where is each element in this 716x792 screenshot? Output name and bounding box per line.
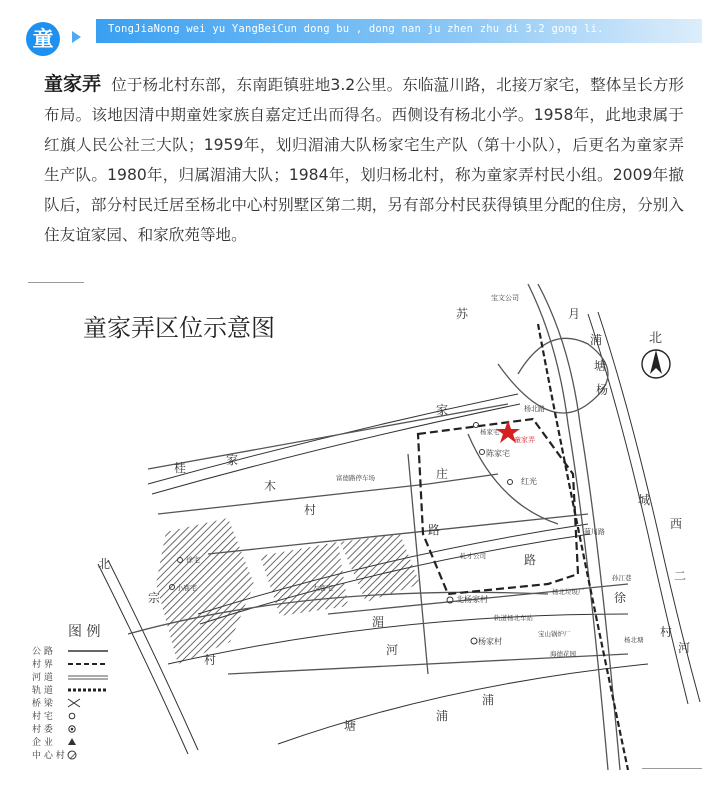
label-hongguang: 红光 xyxy=(521,477,537,486)
label-tang2: 塘 xyxy=(344,719,357,733)
legend-boundary-label: 村 界 xyxy=(32,660,53,670)
label-beiyangjiacun: 北杨家村 xyxy=(456,595,488,604)
label-fugao: 富德路停车场 xyxy=(336,474,375,482)
label-lu2: 路 xyxy=(524,553,537,567)
place-name: 童家弄 xyxy=(44,73,102,95)
legend-title: 图 例 xyxy=(68,624,101,640)
label-pu: 浦 xyxy=(590,333,603,347)
legend-river-label: 河 道 xyxy=(32,673,53,683)
legend-home-label: 村 宅 xyxy=(32,712,53,722)
intro-paragraph xyxy=(44,69,684,250)
label-chenjiazhai: 陈家宅 xyxy=(486,449,510,458)
intro-text: 位于杨北村东部，东南距镇驻地3.2公里。东临蕰川路，北接万家宅，整体呈长方形布局。该地因清中期童姓家族自嘉定迁出而得名。西侧设有杨北小学。1958年，此地隶属于红旗人民公社三大队；1959年，划归湄浦大队杨家宅生产队（第十小队），后更名为童家弄生产队。1980年，归属湄浦大队；1984年，划归杨北村，称为童家弄村民小组。2009年撤队后，部分村民迁居至杨北中心村别墅区第二期，另有部分村民获得镇里分配的住房，分别入住友谊家园、和家欣苑等地。 xyxy=(44,76,684,244)
divider-bottom xyxy=(642,768,702,769)
label-yang: 杨 xyxy=(596,383,609,397)
legend-rail-label: 轨 道 xyxy=(32,686,53,696)
label-baoshan: 宝山锅炉厂 xyxy=(538,630,571,638)
label-baowen: 宝文公司 xyxy=(491,294,519,302)
play-arrow-icon xyxy=(72,31,81,43)
label-xiaomiaozhai: 小庙宅 xyxy=(176,584,197,592)
legend-bridge-label: 桥 梁 xyxy=(32,699,53,709)
label-yangjiazhai-n: 杨家宅 xyxy=(480,428,500,436)
label-waijiang: 孙江巷 xyxy=(612,574,632,582)
label-cun: 村 xyxy=(304,503,317,517)
label-gui: 桂 xyxy=(174,461,187,475)
north-label: 北 xyxy=(649,331,663,346)
label-guidao: 轨道杨北车站 xyxy=(494,614,533,622)
label-mei: 湄 xyxy=(372,615,385,629)
label-bei: 北 xyxy=(98,557,111,571)
label-lu: 路 xyxy=(428,523,441,537)
label-road-gu: 蕰川路 xyxy=(584,528,605,536)
label-haide: 海德花园 xyxy=(550,650,576,658)
legend-center-label: 中 心 村 xyxy=(32,751,65,761)
label-cheng: 城 xyxy=(638,493,651,507)
label-xu: 徐 xyxy=(614,591,627,605)
label-jia2: 家 xyxy=(226,453,239,467)
label-dongmiaozhai: 大庙宅 xyxy=(312,584,333,592)
divider-top xyxy=(28,282,84,283)
label-yangjiacun: 杨家村 xyxy=(478,637,502,646)
label-xujiazhai: 徐宅 xyxy=(186,556,200,564)
label-su: 苏 xyxy=(456,307,469,321)
label-mu: 木 xyxy=(264,479,277,493)
section-header xyxy=(0,0,716,62)
label-zong: 宗 xyxy=(148,591,161,605)
pinyin-text: TongJiaNong wei yu YangBeiCun dong bu , dong nan ju zhen zhu di 3.2 gong li. xyxy=(108,23,604,35)
legend-center-icon xyxy=(68,751,76,759)
label-yangbei-tang: 杨北塘 xyxy=(624,636,644,644)
label-zhuang: 庄 xyxy=(436,467,449,481)
label-xi: 西 xyxy=(670,517,683,531)
location-map xyxy=(28,284,704,770)
label-tongjianong: 童家弄 xyxy=(514,436,535,444)
label-he2: 河 xyxy=(386,643,399,657)
label-tang: 塘 xyxy=(594,359,607,373)
legend-enterprise-label: 企 业 xyxy=(32,738,53,748)
legend-committee-icon xyxy=(71,728,74,731)
map-title: 童家弄区位示意图 xyxy=(83,314,275,342)
label-pu2: 浦 xyxy=(436,709,449,723)
pinyin-band xyxy=(96,19,702,43)
label-he: 河 xyxy=(678,641,691,655)
label-er: 二 xyxy=(674,569,687,583)
header-badge: 童 xyxy=(26,22,60,56)
legend-committee-label: 村 委 xyxy=(32,725,53,735)
label-yangbei-lu: 杨北路 xyxy=(524,405,545,413)
legend-road-label: 公 路 xyxy=(32,647,53,657)
label-jiaocai: 轧才公司 xyxy=(460,552,486,560)
label-jia: 家 xyxy=(436,403,449,417)
label-cun2: 村 xyxy=(660,625,673,639)
label-yue: 月 xyxy=(568,307,581,321)
label-pu3: 浦 xyxy=(482,693,495,707)
label-cun3: 村 xyxy=(204,653,217,667)
label-yangbei-gc: 杨北垃圾厂 xyxy=(552,588,585,596)
